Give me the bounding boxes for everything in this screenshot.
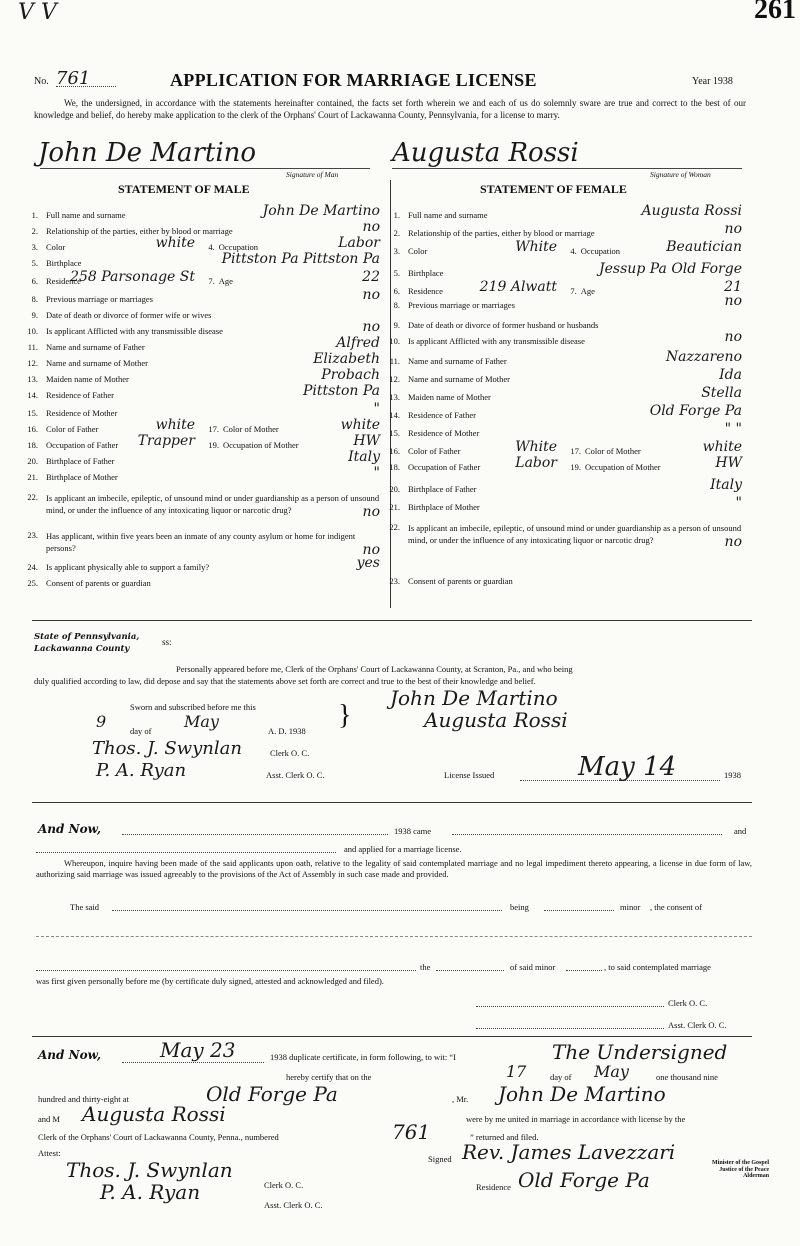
male-row-number: 3. — [31, 242, 38, 252]
certify-label: hereby certify that on the — [286, 1072, 372, 1082]
male-row-3 — [16, 235, 201, 252]
male-row-number: 23. — [27, 530, 38, 540]
ss-label: ss: — [162, 637, 172, 647]
female-row-number: 12. — [389, 374, 400, 384]
male-row-value: " — [373, 465, 380, 481]
female-row-number: 15. — [389, 428, 400, 438]
whereupon-paragraph: Whereupon, inquire having been made of the said applicants upon oath, relative to the legality of said contemplated marriage and no legal impediment thereto appearing, a license in due form of law, authorizing said marriage was issued agreeably to the provisions of the Act of Assembly in such case made and provided. — [36, 858, 752, 879]
female-row-number: 11. — [389, 356, 400, 366]
male-row-label: Residence of Father — [46, 390, 114, 400]
male-row-label: Is applicant physically able to support a family? — [46, 562, 210, 572]
state-label: State of Pennsylvania, — [34, 632, 140, 642]
male-row-value: John De Martino — [262, 203, 380, 219]
female-row-value: Augusta Rossi — [641, 203, 742, 219]
female-row-7 — [570, 279, 748, 296]
female-row-14 — [378, 403, 748, 420]
first-given-label: was first given personally before me (by certificate duly signed, attested and acknowledged and filed). — [36, 976, 384, 986]
male-row-number: 4. — [208, 242, 215, 252]
marriage-day: 17 — [506, 1062, 527, 1081]
male-row-value: no — [362, 287, 380, 303]
male-row-25 — [16, 578, 386, 588]
male-row-label: Maiden name of Mother — [46, 374, 129, 384]
male-row-5 — [16, 251, 386, 268]
female-row-label: Birthplace — [408, 268, 444, 278]
female-row-label: Consent of parents or guardian — [408, 576, 513, 586]
and-now-2-date: May 23 — [160, 1038, 236, 1062]
minister-label: Minister of the Gospel — [712, 1160, 770, 1166]
female-row-label: Color of Father — [408, 446, 461, 456]
female-row-21 — [378, 495, 748, 512]
female-row-number: 10. — [389, 336, 400, 346]
male-row-number: 15. — [27, 408, 38, 418]
contemplated-label: , to said contemplated marriage — [604, 962, 711, 972]
male-row-9 — [16, 310, 386, 320]
female-row-value: 219 Alwatt — [479, 279, 557, 295]
asst-clerk-label-2: Asst. Clerk O. C. — [264, 1200, 323, 1210]
male-row-number: 20. — [27, 456, 38, 466]
female-row-label: Residence of Father — [408, 410, 476, 420]
female-row-value: Jessup Pa Old Forge — [599, 261, 742, 277]
license-issued-label: License Issued — [444, 770, 495, 780]
female-row-value: 21 — [724, 279, 742, 295]
female-row-label: Occupation of Mother — [585, 462, 661, 472]
female-row-number: 17. — [570, 446, 582, 456]
male-row-value: Elizabeth — [313, 351, 380, 367]
male-row-label: Age — [218, 276, 233, 286]
undersigned-value: The Undersigned — [552, 1040, 728, 1064]
license-issued-date: May 14 — [578, 752, 677, 782]
female-row-4 — [570, 239, 748, 256]
and-now-2-line — [122, 1062, 264, 1063]
male-row-label: Residence of Mother — [46, 408, 118, 418]
male-row-18 — [16, 433, 201, 450]
man-signature-label: Signature of Man — [286, 170, 339, 179]
male-row-value: Trapper — [137, 433, 195, 449]
minor-label: minor — [620, 902, 641, 912]
alderman-label: Alderman — [743, 1173, 770, 1179]
document-title: APPLICATION FOR MARRIAGE LICENSE — [170, 70, 537, 90]
clerk-signature: Thos. J. Swynlan — [92, 738, 242, 759]
oath-woman-signature: Augusta Rossi — [424, 708, 568, 732]
came-label: 1938 came — [394, 826, 432, 836]
female-row-number: 2. — [393, 228, 400, 238]
being-label: being — [510, 902, 529, 912]
male-row-label: Birthplace of Father — [46, 456, 115, 466]
male-row-label: Previous marriage or marriages — [46, 294, 153, 304]
section-divider-2 — [32, 802, 752, 803]
female-row-number: 19. — [570, 462, 582, 472]
woman-signature-label: Signature of Woman — [650, 170, 711, 179]
male-row-2 — [16, 219, 386, 236]
male-row-label: Birthplace — [46, 258, 82, 268]
male-row-value: " — [373, 401, 380, 417]
male-row-number: 22. — [27, 492, 38, 502]
corner-page-number: 261 — [754, 0, 796, 25]
female-heading: STATEMENT OF FEMALE — [480, 182, 627, 196]
clerk-label-1: Clerk O. C. — [668, 998, 708, 1008]
consent-label: , the consent of — [650, 902, 702, 912]
female-row-value: no — [724, 534, 742, 550]
woman-signature-line — [392, 168, 742, 169]
and-now-2-label: And Now, — [38, 1048, 102, 1062]
female-row-label: Residence of Mother — [408, 428, 480, 438]
female-row-value: " " — [724, 421, 742, 437]
female-row-label: Color — [408, 246, 428, 256]
female-row-value: no — [724, 221, 742, 237]
female-row-label: Is applicant Afflicted with any transmissible disease — [408, 336, 585, 346]
male-row-23 — [16, 530, 386, 558]
female-row-label: Age — [580, 286, 595, 296]
male-row-label: Is applicant an imbecile, epileptic, of unsound mind or under guardianship as a person of unsound mind, or under the influence of any intoxicating liquor or narcotic drug? — [46, 493, 380, 515]
brace: } — [338, 700, 352, 731]
female-row-number: 4. — [570, 246, 577, 256]
day-of-label-2: day of — [550, 1072, 572, 1082]
section-divider-3 — [32, 1036, 752, 1037]
no-label: No. — [34, 76, 49, 87]
consent-dash-line — [36, 936, 752, 937]
of-said-minor-label: of said minor — [510, 962, 556, 972]
clerk-signature-2: Thos. J. Swynlan — [66, 1158, 233, 1182]
male-row-14 — [16, 383, 386, 400]
residence-label: Residence — [476, 1182, 511, 1192]
the-line — [36, 970, 416, 971]
male-row-value: Alfred — [336, 335, 380, 351]
female-row-8 — [378, 293, 748, 310]
clerk-label: Clerk O. C. — [270, 748, 310, 758]
marriage-place: Old Forge Pa — [206, 1082, 338, 1106]
male-row-8 — [16, 287, 386, 304]
female-row-23 — [378, 576, 748, 586]
male-row-22 — [16, 492, 386, 520]
male-row-value: Labor — [338, 235, 380, 251]
signed-label: Signed — [428, 1154, 452, 1164]
male-row-value: 258 Parsonage St — [70, 269, 195, 285]
applicant-line — [36, 852, 336, 853]
oath-man-signature: John De Martino — [390, 686, 558, 710]
justice-label: Justice of the Peace — [719, 1166, 770, 1173]
hundred-label: hundred and thirty-eight at — [38, 1094, 129, 1104]
male-row-number: 5. — [31, 258, 38, 268]
the-said-line — [112, 910, 502, 911]
female-row-number: 14. — [389, 410, 400, 420]
female-row-label: Residence — [408, 286, 443, 296]
male-row-number: 17. — [208, 424, 220, 434]
male-row-number: 2. — [31, 226, 38, 236]
female-row-6 — [378, 279, 563, 296]
sworn-month: May — [184, 712, 219, 731]
marriage-month: May — [594, 1062, 629, 1081]
male-row-7 — [208, 269, 386, 286]
male-row-label: Occupation of Mother — [223, 440, 299, 450]
being-line — [544, 910, 614, 911]
female-row-value: white — [702, 439, 742, 455]
male-row-value: no — [362, 504, 380, 520]
male-row-number: 1. — [31, 210, 38, 220]
female-row-18 — [378, 455, 563, 472]
man-signature-line — [40, 168, 370, 169]
female-row-label: Color of Mother — [585, 446, 641, 456]
female-row-label: Date of death or divorce of former husband or husbands — [408, 320, 599, 330]
female-row-22 — [378, 522, 748, 550]
male-row-1 — [16, 203, 386, 220]
female-row-label: Birthplace of Father — [408, 484, 477, 494]
male-row-number: 6. — [31, 276, 38, 286]
male-row-value: no — [362, 219, 380, 235]
asst-clerk-line-1 — [476, 1028, 664, 1029]
the-label: the — [420, 962, 431, 972]
intro-paragraph: We, the undersigned, in accordance with the statements hereinafter contained, the facts set forth wherein we and each of us do solemnly sware are true and correct to the best of our knowledge and belief, do hereby make application to the clerk of the Orphans' Court of Lackawanna County, Pennsylvania, for a license to marry. — [34, 98, 746, 120]
asst-clerk-label-1: Asst. Clerk O. C. — [668, 1020, 727, 1030]
female-row-value: no — [724, 329, 742, 345]
female-row-number: 8. — [393, 300, 400, 310]
male-row-value: white — [155, 417, 195, 433]
female-row-value: Italy — [710, 477, 742, 493]
male-row-label: Name and surname of Mother — [46, 358, 148, 368]
male-row-label: Color of Mother — [223, 424, 279, 434]
female-row-label: Relationship of the parties, either by blood or marriage — [408, 228, 595, 238]
female-row-value: Stella — [701, 385, 742, 401]
male-row-number: 18. — [27, 440, 38, 450]
male-row-value: 22 — [362, 269, 380, 285]
female-row-number: 9. — [393, 320, 400, 330]
female-row-number: 5. — [393, 268, 400, 278]
male-row-6 — [16, 269, 201, 286]
officiant-signature: Rev. James Lavezzari — [462, 1140, 676, 1164]
male-row-label: Is applicant Afflicted with any transmissible disease — [46, 326, 223, 336]
female-row-3 — [378, 239, 563, 256]
female-row-number: 22. — [389, 522, 400, 532]
female-row-5 — [378, 261, 748, 278]
asst-clerk-signature: P. A. Ryan — [96, 760, 187, 781]
clerk-label-2: Clerk O. C. — [264, 1180, 304, 1190]
no-underline — [56, 86, 116, 87]
officiant-title — [712, 1160, 769, 1180]
female-row-value: Ida — [719, 367, 742, 383]
female-row-12 — [378, 367, 748, 384]
female-row-number: 21. — [389, 502, 400, 512]
woman-signature: Augusta Rossi — [392, 138, 579, 168]
female-row-label: Previous marriage or marriages — [408, 300, 515, 310]
male-row-number: 21. — [27, 472, 38, 482]
minor-line — [566, 970, 602, 971]
female-row-label: Occupation — [580, 246, 620, 256]
thousand-label: one thousand nine — [656, 1072, 718, 1082]
female-row-number: 7. — [570, 286, 577, 296]
female-row-number: 18. — [389, 462, 400, 472]
female-row-label: Full name and surname — [408, 210, 488, 220]
male-row-label: Color — [46, 242, 66, 252]
male-row-label: Birthplace of Mother — [46, 472, 118, 482]
male-row-number: 10. — [27, 326, 38, 336]
came-line — [452, 834, 722, 835]
male-row-value: yes — [356, 555, 380, 571]
female-row-number: 16. — [389, 446, 400, 456]
female-row-value: Nazzareno — [665, 349, 742, 365]
male-row-number: 24. — [27, 562, 38, 572]
male-row-label: Has applicant, within five years been an inmate of any county asylum or home for indigent persons? — [46, 531, 356, 553]
man-signature: John De Martino — [38, 138, 257, 168]
female-row-value: Old Forge Pa — [649, 403, 742, 419]
female-row-label: Name and surname of Mother — [408, 374, 510, 384]
male-row-value: Italy — [348, 449, 380, 465]
female-row-1 — [378, 203, 748, 220]
year-label: Year 1938 — [692, 76, 733, 87]
male-row-label: Consent of parents or guardian — [46, 578, 151, 588]
sworn-day: 9 — [96, 712, 107, 731]
asst-clerk-label: Asst. Clerk O. C. — [266, 770, 325, 780]
female-row-value: White — [515, 439, 557, 455]
male-row-20 — [16, 449, 386, 466]
male-row-label: Full name and surname — [46, 210, 126, 220]
county-label: Lackawanna County — [34, 644, 130, 654]
male-row-15 — [16, 401, 386, 418]
male-row-value: Probach — [321, 367, 380, 383]
male-row-label: Occupation of Father — [46, 440, 119, 450]
female-row-number: 20. — [389, 484, 400, 494]
female-row-number: 13. — [389, 392, 400, 402]
male-row-number: 25. — [27, 578, 38, 588]
female-row-19 — [570, 455, 748, 472]
male-row-number: 19. — [208, 440, 220, 450]
male-heading: STATEMENT OF MALE — [118, 182, 250, 196]
male-row-24 — [16, 555, 386, 572]
male-row-value: no — [362, 542, 380, 558]
male-row-number: 12. — [27, 358, 38, 368]
the-said-label: The said — [70, 902, 100, 912]
male-row-10 — [16, 319, 386, 336]
male-row-value: white — [155, 235, 195, 251]
male-row-label: Residence — [46, 276, 81, 286]
attest-label: Attest: — [38, 1148, 61, 1158]
certificate-number: 761 — [392, 1120, 431, 1144]
clerk-line-1 — [476, 1006, 664, 1007]
returned-label: ” returned and filed. — [470, 1132, 539, 1142]
male-row-label: Name and surname of Father — [46, 342, 145, 352]
female-row-label: Name and surname of Father — [408, 356, 507, 366]
male-row-value: white — [340, 417, 380, 433]
female-row-11 — [378, 349, 748, 366]
female-row-label: Is applicant an imbecile, epileptic, of unsound mind or under guardianship as a person of unsound mind, or under the influence of any intoxicating liquor or narcotic drug? — [408, 523, 742, 545]
female-row-9 — [378, 320, 748, 330]
female-row-value: HW — [715, 455, 742, 471]
day-of-label: day of — [130, 726, 152, 736]
male-row-number: 13. — [27, 374, 38, 384]
and-now-1-line — [122, 834, 388, 835]
mr-label: , Mr. — [452, 1094, 469, 1104]
male-row-number: 9. — [31, 310, 38, 320]
female-row-13 — [378, 385, 748, 402]
clerk-numbered-label: Clerk of the Orphans' Court of Lackawanna County, Penna., numbered — [38, 1132, 279, 1142]
male-row-value: Pittston Pa Pittston Pa — [221, 251, 380, 267]
female-row-20 — [378, 477, 748, 494]
female-row-10 — [378, 329, 748, 346]
female-row-value: Labor — [515, 455, 557, 471]
male-row-label: Relationship of the parties, either by blood or marriage — [46, 226, 233, 236]
officiant-residence: Old Forge Pa — [518, 1168, 650, 1192]
female-row-2 — [378, 221, 748, 238]
male-row-21 — [16, 465, 386, 482]
female-row-value: White — [515, 239, 557, 255]
female-row-15 — [378, 421, 748, 438]
ad-label: A. D. 1938 — [268, 726, 306, 736]
female-row-number: 23. — [389, 576, 400, 586]
female-row-number: 1. — [393, 210, 400, 220]
oath-text-1: Personally appeared before me, Clerk of the Orphans' Court of Lackawanna County, at Scranton, Pa., and who being — [176, 664, 573, 674]
female-row-label: Occupation of Father — [408, 462, 481, 472]
male-row-number: 11. — [27, 342, 38, 352]
male-row-number: 16. — [27, 424, 38, 434]
and-now-1-label: And Now, — [38, 822, 102, 836]
female-row-value: Beautician — [666, 239, 742, 255]
license-number: 761 — [56, 68, 91, 89]
and-m-label: and M — [38, 1114, 60, 1124]
female-row-label: Maiden name of Mother — [408, 392, 491, 402]
were-united-label: were by me united in marriage in accordance with license by the — [466, 1114, 686, 1124]
female-row-label: Birthplace of Mother — [408, 502, 480, 512]
license-issued-year: 1938 — [724, 770, 741, 780]
male-row-value: no — [362, 319, 380, 335]
female-row-value: no — [724, 293, 742, 309]
male-row-number: 14. — [27, 390, 38, 400]
sworn-label: Sworn and subscribed before me this — [130, 702, 256, 712]
duplicate-cert-label: 1938 duplicate certificate, in form following, to wit: “I — [270, 1052, 456, 1062]
male-row-number: 8. — [31, 294, 38, 304]
male-row-label: Color of Father — [46, 424, 99, 434]
mr-value: John De Martino — [498, 1082, 666, 1106]
corner-check-marks: V V — [18, 0, 57, 25]
male-row-value: Pittston Pa — [303, 383, 380, 399]
female-row-number: 6. — [393, 286, 400, 296]
oath-text-2: duly qualified according to law, did depose and say that the statements above set forth are correct and true to the best of their knowledge and belief. — [34, 676, 536, 686]
the-line-2 — [436, 970, 504, 971]
section-divider-1 — [32, 620, 752, 621]
male-row-number: 7. — [208, 276, 215, 286]
male-row-label: Date of death or divorce of former wife or wives — [46, 310, 212, 320]
female-row-value: " — [735, 495, 742, 511]
male-row-label: Occupation — [218, 242, 258, 252]
and-label: and — [734, 826, 747, 836]
female-row-number: 3. — [393, 246, 400, 256]
asst-clerk-signature-2: P. A. Ryan — [100, 1180, 201, 1204]
m-value: Augusta Rossi — [82, 1102, 226, 1126]
applied-label: and applied for a marriage license. — [344, 844, 462, 854]
male-row-value: HW — [353, 433, 380, 449]
